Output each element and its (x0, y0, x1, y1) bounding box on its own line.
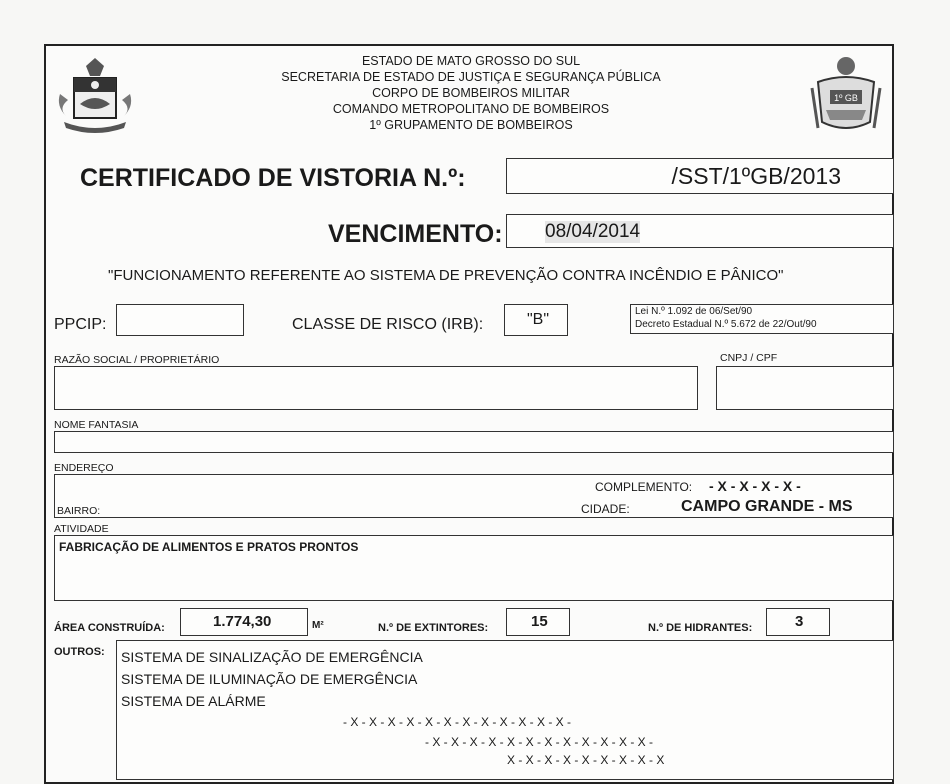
cnpj-label: CNPJ / CPF (720, 352, 778, 364)
outros-item-3: SISTEMA DE ALÁRME (121, 693, 266, 709)
certificate-number: /SST/1ºGB/2013 (671, 163, 841, 189)
nome-fantasia-label: NOME FANTASIA (54, 419, 139, 431)
hidrantes-value: 3 (795, 613, 804, 630)
bairro-label: BAIRRO: (57, 505, 101, 517)
endereco-field (54, 474, 894, 518)
extintores-value: 15 (531, 613, 548, 630)
extintores-box (506, 608, 570, 636)
header-command: COMANDO METROPOLITANO DE BOMBEIROS (332, 102, 610, 116)
due-date-box (506, 214, 894, 248)
purpose-text: "FUNCIONAMENTO REFERENTE AO SISTEMA DE PREVENÇÃO CONTRA INCÊNDIO E PÂNICO" (108, 267, 784, 284)
due-date-label: VENCIMENTO: (328, 220, 503, 248)
endereco-label: ENDEREÇO (54, 462, 114, 474)
risk-class-value: "B" (527, 311, 550, 328)
outros-filler-1: - X - X - X - X - X - X - X - X - X - X - X - X - (343, 715, 572, 729)
header-corps: CORPO DE BOMBEIROS MILITAR (372, 86, 570, 100)
cnpj-field (716, 366, 894, 410)
area-unit: M² (312, 620, 324, 631)
outros-field (116, 640, 894, 780)
complemento-value: - X - X - X - X - (709, 478, 801, 494)
area-box (180, 608, 308, 636)
hidrantes-box (766, 608, 830, 636)
law-line-2: Decreto Estadual N.º 5.672 de 22/Out/90 (635, 319, 817, 330)
outros-label: OUTROS: (54, 646, 105, 658)
atividade-label: ATIVIDADE (54, 523, 109, 535)
complemento-label: COMPLEMENTO: (595, 480, 693, 494)
razao-social-field (54, 366, 698, 410)
certificate-document (44, 44, 894, 784)
razao-social-label: RAZÃO SOCIAL / PROPRIETÁRIO (54, 354, 220, 366)
cidade-value: CAMPO GRANDE - MS (681, 498, 853, 515)
header-secretariat: SECRETARIA DE ESTADO DE JUSTIÇA E SEGURANÇA PÚBLICA (281, 70, 661, 84)
cidade-label: CIDADE: (581, 502, 630, 516)
risk-class-box (504, 304, 568, 336)
hidrantes-label: N.º DE HIDRANTES: (648, 622, 753, 634)
ppcip-box (116, 304, 244, 336)
outros-filler-3: X - X - X - X - X - X - X - X - X (507, 753, 665, 767)
outros-filler-2: - X - X - X - X - X - X - X - X - X - X - X - X - (425, 735, 654, 749)
state-coat-of-arms-icon (54, 56, 136, 136)
extintores-label: N.º DE EXTINTORES: (378, 622, 489, 634)
area-label: ÁREA CONSTRUÍDA: (54, 622, 165, 634)
header-group: 1º GRUPAMENTO DE BOMBEIROS (369, 118, 573, 132)
ppcip-label: PPCIP: (54, 316, 107, 333)
law-reference-box (630, 304, 894, 334)
law-line-1: Lei N.º 1.092 de 06/Set/90 (635, 306, 753, 317)
outros-item-1: SISTEMA DE SINALIZAÇÃO DE EMERGÊNCIA (121, 649, 423, 665)
outros-item-2: SISTEMA DE ILUMINAÇÃO DE EMERGÊNCIA (121, 671, 418, 687)
nome-fantasia-field (54, 431, 894, 453)
certificate-number-box (506, 158, 894, 194)
atividade-value: FABRICAÇÃO DE ALIMENTOS E PRATOS PRONTOS (59, 540, 359, 554)
firefighter-crest-icon (804, 52, 888, 136)
certificate-title: CERTIFICADO DE VISTORIA N.º: (80, 164, 466, 192)
risk-class-label: CLASSE DE RISCO (IRB): (292, 316, 484, 333)
header-state: ESTADO DE MATO GROSSO DO SUL (361, 54, 581, 68)
due-date-value: 08/04/2014 (545, 221, 641, 242)
area-value: 1.774,30 (213, 613, 272, 630)
atividade-field (54, 535, 894, 601)
crest-label: 1º GB (834, 93, 858, 103)
